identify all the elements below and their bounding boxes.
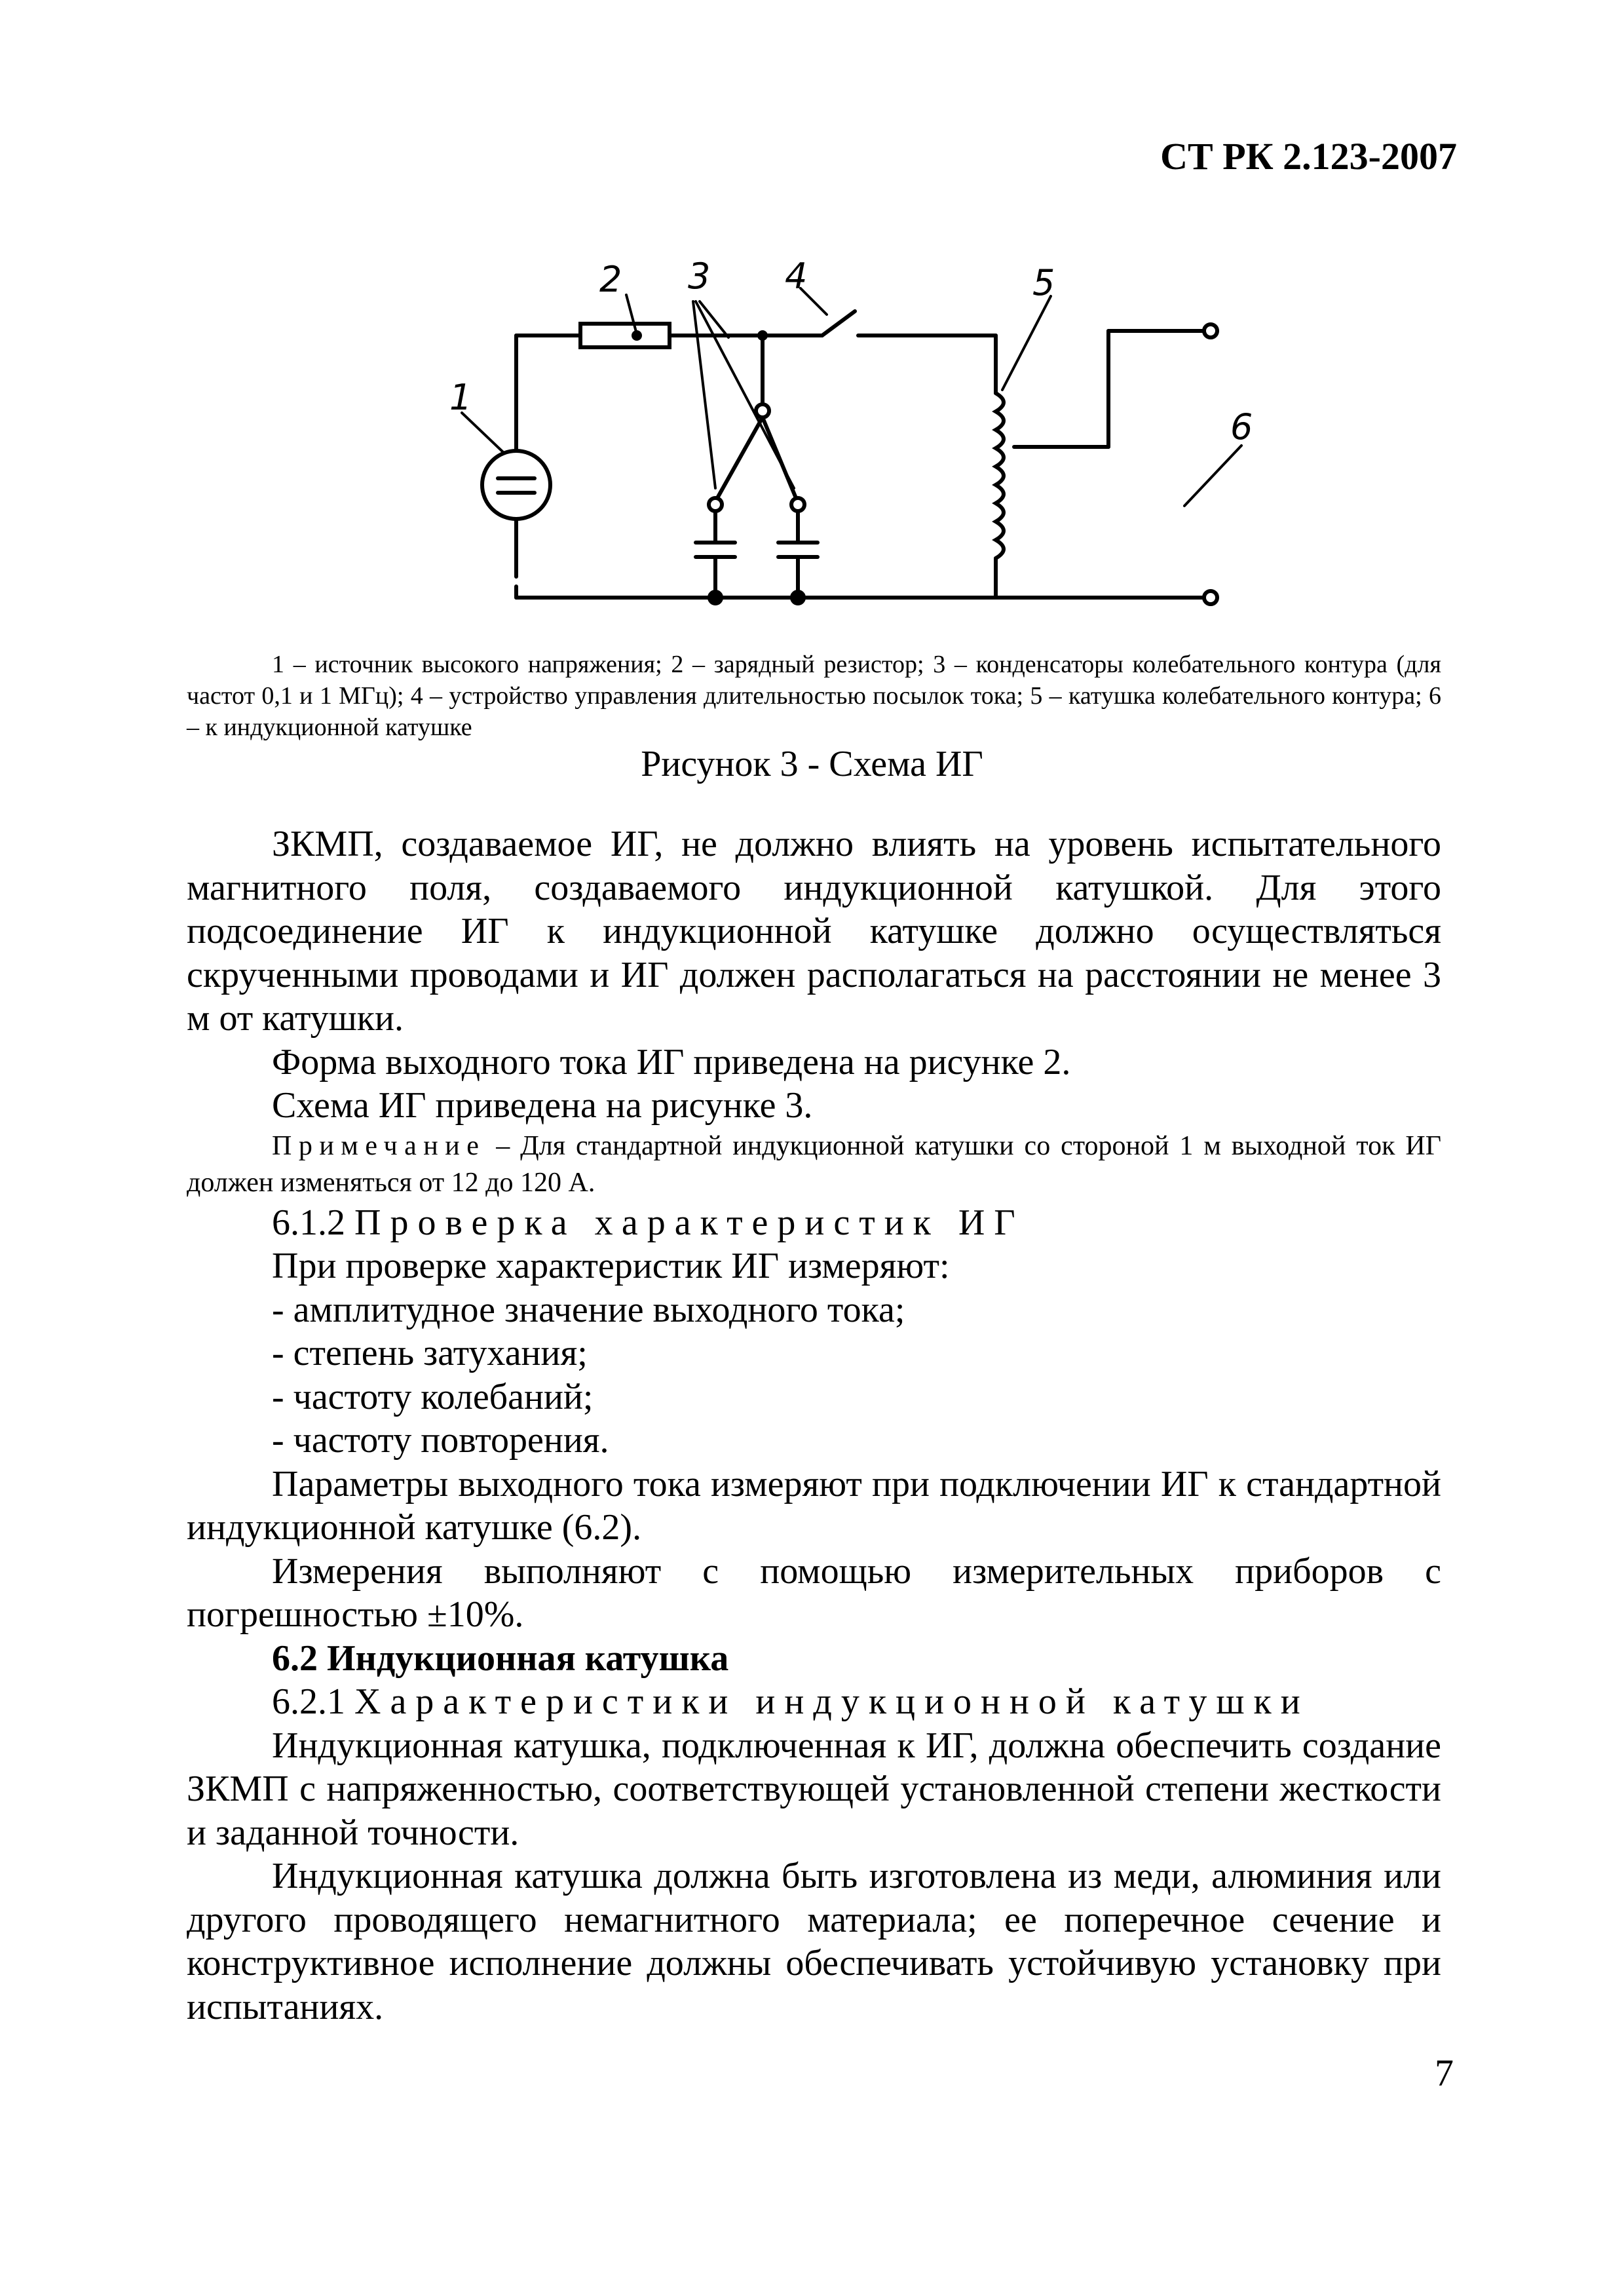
section-number: 6.2.1 [272,1681,345,1722]
bottom-wire [516,591,1217,604]
figure-legend: 1 – источник высокого напряжения; 2 – зарядный резистор; 3 – конденсаторы колебательного контура (для частот 0,1 и 1 МГц); 4 – устройство управления длительностью посылок тока; 5 – катушка колебательного контура; 6 – к индукционной катушке [187,651,1441,741]
paragraph: Параметры выходного тока измеряют при подключении ИГ к стандартной индукционной катушке (6.2). [187,1463,1441,1548]
section-heading [187,1680,1441,1724]
svg-text:6: 6 [1230,406,1253,448]
paragraph: Индукционная катушка, подключенная к ИГ, должна обеспечить создание ЗКМП с напряженностью, соответствующей установленной степени жесткости и заданной точности. [187,1725,1441,1853]
section-title: Характеристики индукционной катушки [354,1681,1310,1722]
label-numbers [449,256,1253,448]
section-heading: 6.2 Индукционная катушка [272,1637,729,1679]
paragraph: Схема ИГ приведена на рисунке 3. [272,1085,813,1126]
paragraph: ЗКМП, создаваемое ИГ, не должно влиять на уровень испытательного магнитного поля, создаваемого индукционной катушкой. Для этого подсоединение ИГ к индукционной катушке должно осуществляться скрученными проводами и ИГ должен располагаться на расстоянии не менее 3 м от катушки. [187,824,1441,1039]
svg-text:4: 4 [785,256,808,297]
list-item: - частоту повторения. [272,1420,609,1461]
oscillating-coil-symbol [996,324,1217,598]
pulse-control-switch-symbol [822,311,996,335]
body-text [187,822,1441,2029]
figure-caption: Рисунок 3 - Схема ИГ [641,744,983,784]
paragraph: Форма выходного тока ИГ приведена на рисунке 2. [272,1041,1071,1082]
document-code: СТ РК 2.123-2007 [1160,135,1457,178]
hv-source-symbol [482,335,550,598]
list-item: - частоту колебаний; [272,1376,594,1417]
svg-text:5: 5 [1032,262,1055,303]
section-number: 6.1.2 [272,1202,345,1243]
list-item: - амплитудное значение выходного тока; [272,1289,905,1330]
note-text: – Для стандартной индукционной катушки со стороной 1 м выходной ток ИГ должен изменяться от 12 до 120 А. [187,1130,1441,1198]
paragraph: При проверке характеристик ИГ измеряют: [272,1246,950,1286]
note-label: Примечание [272,1130,486,1161]
note [187,1128,1441,1201]
charging-resistor-symbol [516,324,822,347]
paragraph: Измерения выполняют с помощью измерительных приборов с погрешностью ±10%. [187,1550,1441,1635]
list-item: - степень затухания; [272,1333,588,1373]
svg-text:1: 1 [449,377,472,418]
paragraph: Индукционная катушка должна быть изготовлена из меди, алюминия или другого проводящего немагнитного материала; ее поперечное сечение и конструктивное исполнение должны обеспечивать устойчивую установку при испытаниях. [187,1856,1441,2027]
section-title: Проверка характеристик ИГ [354,1202,1025,1243]
svg-text:2: 2 [599,259,622,300]
label-leaders [462,288,1241,506]
section-heading [187,1201,1441,1245]
page-number: 7 [1435,2052,1454,2094]
ig-circuit-schematic [406,236,1271,629]
svg-text:3: 3 [688,256,711,297]
